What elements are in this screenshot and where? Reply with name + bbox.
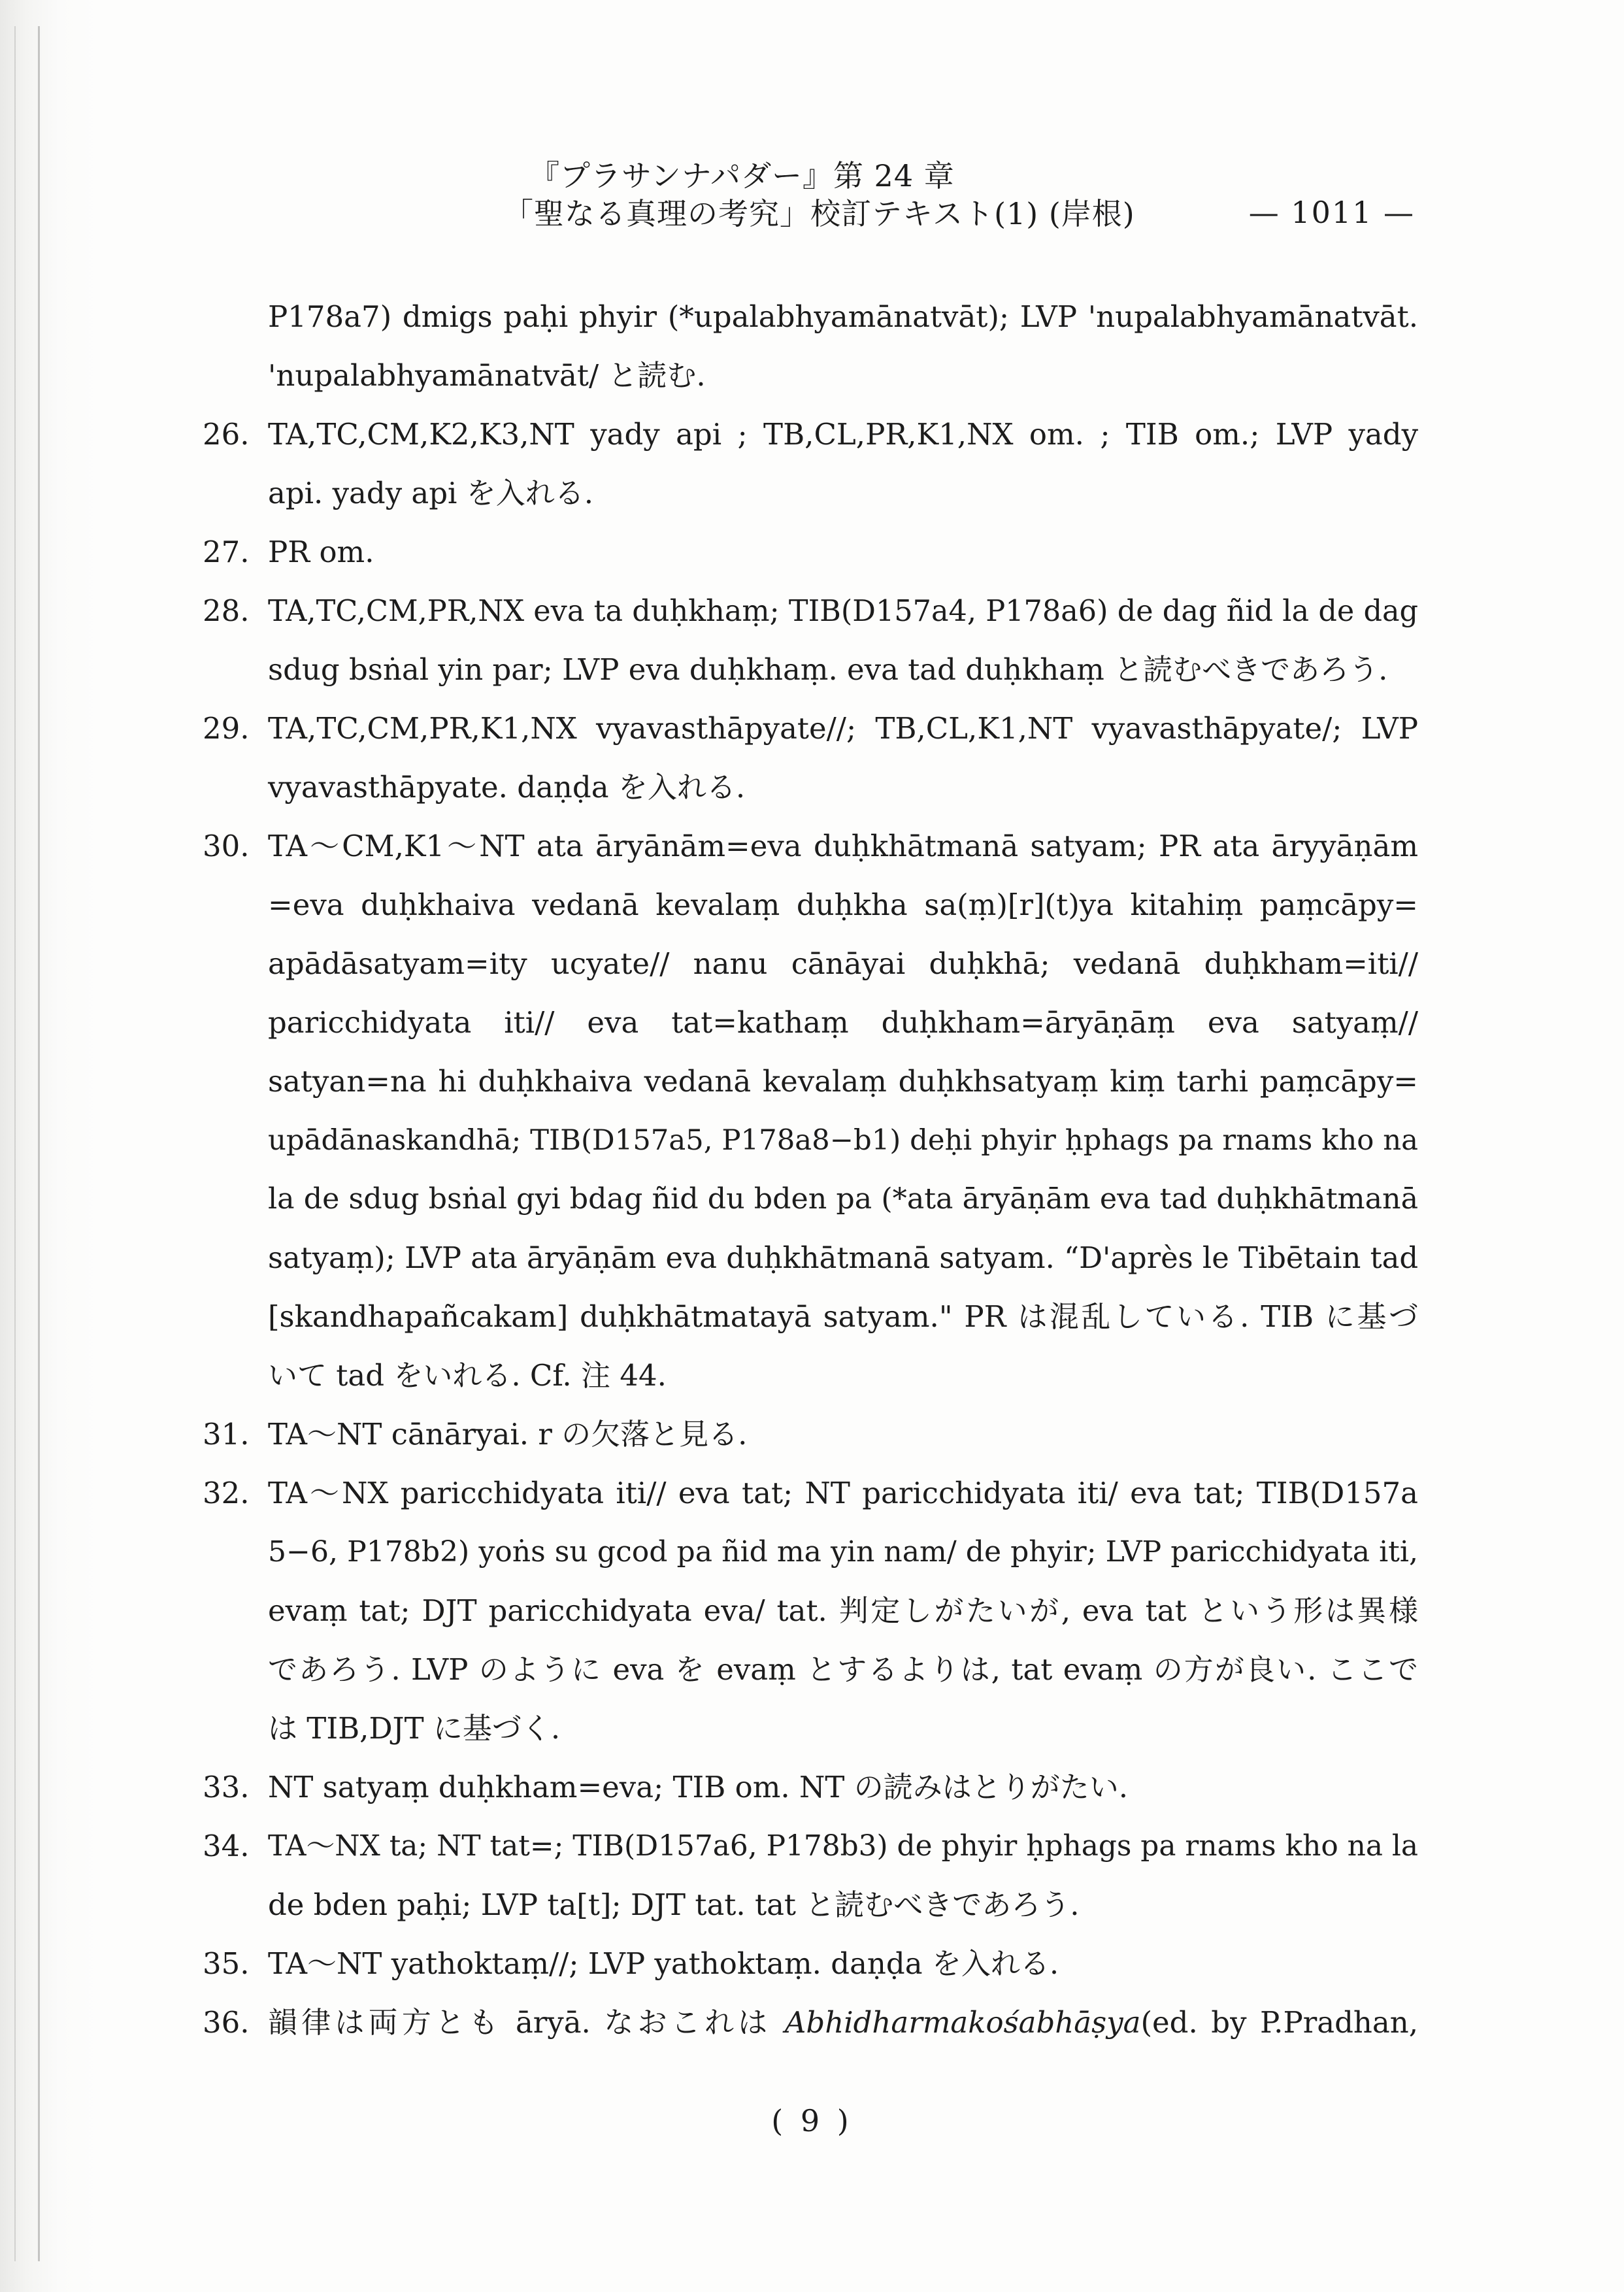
footnote-line: TA〜CM,K1〜NT ata āryānām=eva duḥkhātmanā satyam; PR ata āryyāṇām bbox=[268, 829, 1418, 863]
footnote-number: 30. bbox=[203, 829, 250, 863]
footnote-entry bbox=[203, 1464, 1418, 1758]
footnote-line: vyavasthāpyate. daṇḍa を入れる. bbox=[268, 770, 746, 805]
footnote-entry bbox=[203, 817, 1418, 1405]
footnote-list bbox=[203, 288, 1418, 2052]
footnote-number: 29. bbox=[203, 711, 250, 746]
footnote-line: であろう. LVP のように eva を evaṃ とするよりは, tat evaṃ の方が良い. ここで bbox=[268, 1652, 1418, 1687]
header-title-line1: 『プラサンナパダー』第 24 章 bbox=[529, 158, 955, 193]
footnote-line: api. yady api を入れる. bbox=[268, 476, 594, 510]
footnote-number: 31. bbox=[203, 1417, 250, 1452]
footnote-line: 5−6, P178b2) yoṅs su gcod pa ñid ma yin nam/ de phyir; LVP paricchidyata iti, bbox=[268, 1535, 1418, 1569]
footnote-entry bbox=[203, 288, 1418, 405]
work-title: Abhidharmakośabhāṣya bbox=[784, 2005, 1141, 2040]
footnote-line: [skandhapañcakam] duḥkhātmatayā satyam." PR は混乱している. TIB に基づ bbox=[268, 1299, 1418, 1334]
footnote-line: 'nupalabhyamānatvāt/ と読む. bbox=[268, 358, 706, 393]
footnote-line: sdug bsṅal yin par; LVP eva duḥkhaṃ. eva tad duḥkhaṃ と読むべきであろう. bbox=[268, 652, 1388, 687]
footnote-line: paricchidyata iti// eva tat=kathaṃ duḥkham=āryāṇāṃ eva satyaṃ// bbox=[268, 1005, 1418, 1040]
scan-binding-line bbox=[38, 26, 40, 2261]
footnote-entry bbox=[203, 1817, 1418, 1935]
footer-page-number: ( 9 ) bbox=[771, 2103, 853, 2138]
footnote-line: TA,TC,CM,K2,K3,NT yady api ; TB,CL,PR,K1,NX om. ; TIB om.; LVP yady bbox=[268, 417, 1418, 452]
footnote-line: de bden paḥi; LVP ta[t]; DJT tat. tat と読むべきであろう. bbox=[268, 1887, 1080, 1922]
header-title-line2: 「聖なる真理の考究」校訂テキスト(1) (岸根) bbox=[503, 196, 1135, 231]
footnote-line: TA〜NX ta; NT tat=; TIB(D157a6, P178b3) de phyir ḥphags pa rnams kho na la bbox=[268, 1829, 1418, 1863]
footnote-number: 32. bbox=[203, 1476, 250, 1510]
footnote-line: TA,TC,CM,PR,NX eva ta duḥkhaṃ; TIB(D157a4, P178a6) de dag ñid la de dag bbox=[268, 594, 1418, 628]
footnote-number: 34. bbox=[203, 1829, 250, 1863]
footnote-line: P178a7) dmigs paḥi phyir (*upalabhyamānatvāt); LVP 'nupalabhyamānatvāt. bbox=[268, 299, 1418, 334]
footnote-entry bbox=[203, 582, 1418, 699]
footnote-text: 韻律は両方とも āryā. なおこれは bbox=[268, 2005, 785, 2040]
footnote-line: upādānaskandhā; TIB(D157a5, P178a8−b1) deḥi phyir ḥphags pa rnams kho na bbox=[268, 1124, 1418, 1157]
footnote-number: 27. bbox=[203, 535, 250, 569]
footnote-line: PR om. bbox=[268, 535, 374, 569]
footnote-entry bbox=[203, 405, 1418, 523]
footnote-line: いて tad をいれる. Cf. 注 44. bbox=[268, 1358, 667, 1393]
footnote-line: TA〜NX paricchidyata iti// eva tat; NT paricchidyata iti/ eva tat; TIB(D157a bbox=[268, 1476, 1418, 1510]
footnote-entry bbox=[203, 699, 1418, 817]
footnote-line: apādāsatyam=ity ucyate// nanu cānāyai duḥkhā; vedanā duḥkham=iti// bbox=[268, 946, 1418, 981]
footnote-entry bbox=[203, 1993, 1418, 2052]
footnote-line: TA〜NT cānāryai. r の欠落と見る. bbox=[268, 1417, 748, 1452]
footnote-line: evaṃ tat; DJT paricchidyata eva/ tat. 判定しがたいが, eva tat という形は異様 bbox=[268, 1593, 1418, 1628]
footnote-line: satyan=na hi duḥkhaiva vedanā kevalaṃ duḥkhsatyaṃ kiṃ tarhi paṃcāpy= bbox=[268, 1064, 1418, 1099]
footnote-number: 36. bbox=[203, 2005, 250, 2040]
footnote-number: 33. bbox=[203, 1770, 250, 1804]
footnote-line bbox=[268, 1993, 1418, 2052]
footnote-line: satyaṃ); LVP ata āryāṇām eva duḥkhātmanā satyam. “D'après le Tibētain tad bbox=[268, 1240, 1419, 1275]
footnote-line: TA,TC,CM,PR,K1,NX vyavasthāpyate//; TB,CL,K1,NT vyavasthāpyate/; LVP bbox=[268, 711, 1418, 746]
footnote-line: =eva duḥkhaiva vedanā kevalaṃ duḥkha sa(ṃ)[r](t)ya kitahiṃ paṃcāpy= bbox=[268, 888, 1418, 922]
footnote-entry bbox=[203, 1758, 1418, 1817]
footnote-line: la de sdug bsṅal gyi bdag ñid du bden pa (*ata āryāṇām eva tad duḥkhātmanā bbox=[268, 1182, 1418, 1216]
footnote-entry bbox=[203, 1935, 1418, 1993]
footnote-entry bbox=[203, 523, 1418, 582]
journal-page-number: — 1011 — bbox=[1248, 195, 1415, 230]
footnote-number: 28. bbox=[203, 593, 250, 628]
scan-binding-line bbox=[14, 26, 16, 2261]
footnote-entry bbox=[203, 1405, 1418, 1464]
footnote-number: 26. bbox=[203, 417, 250, 452]
footnote-text: (ed. by P.Pradhan, bbox=[1140, 2005, 1418, 2040]
footnote-number: 35. bbox=[203, 1946, 250, 1981]
footnote-line: TA〜NT yathoktaṃ//; LVP yathoktaṃ. daṇḍa を入れる. bbox=[268, 1946, 1059, 1981]
footnote-line: NT satyaṃ duḥkham=eva; TIB om. NT の読みはとりがたい. bbox=[268, 1770, 1129, 1804]
footnote-line: は TIB,DJT に基づく. bbox=[268, 1711, 561, 1746]
